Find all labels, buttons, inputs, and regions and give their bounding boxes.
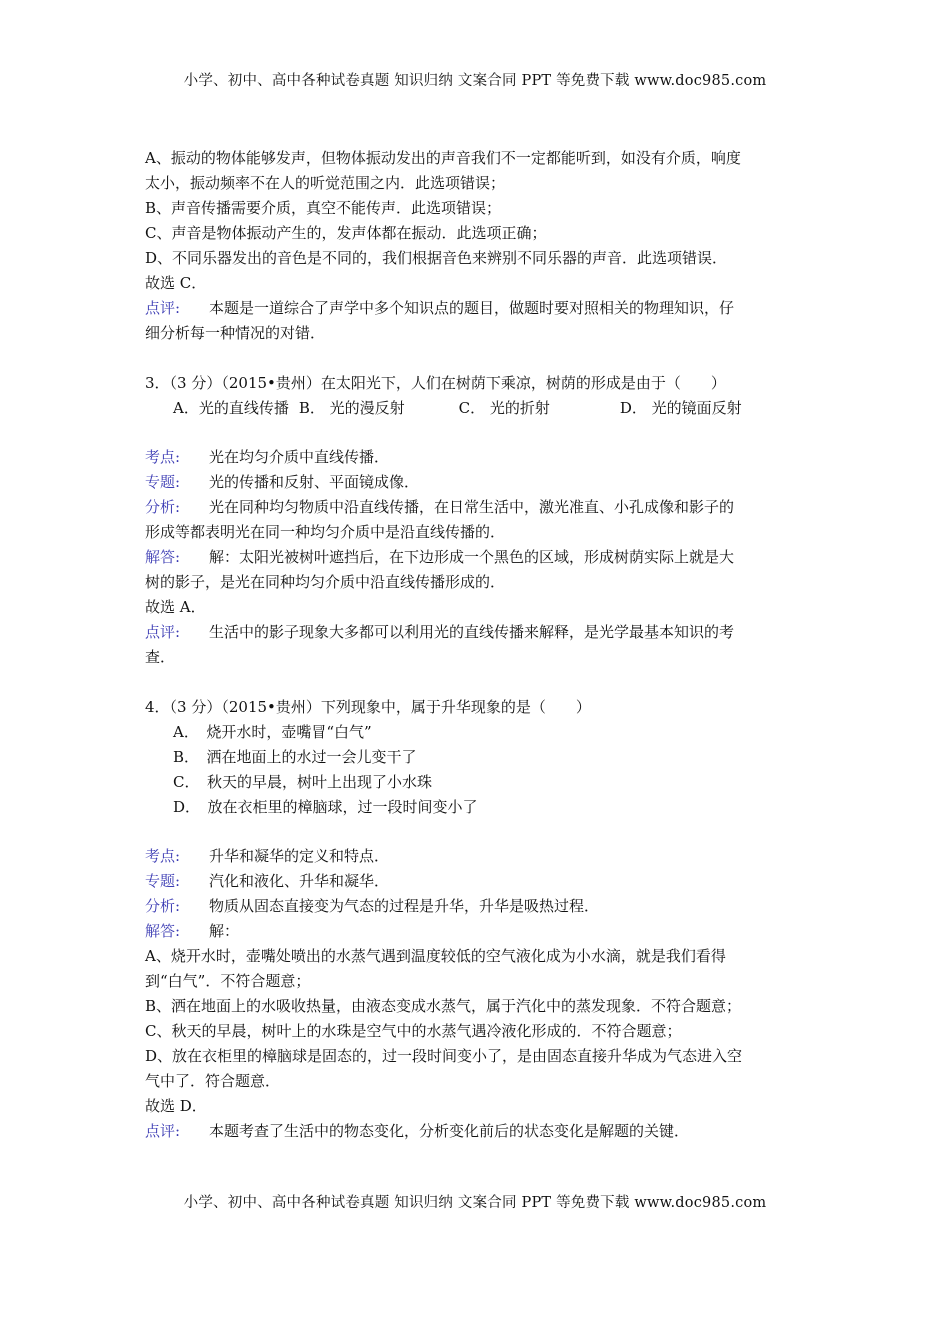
q4-kaodian: 考点: 升华和凝华的定义和特点．: [145, 844, 810, 869]
q4-option-a: A． 烧开水时，壶嘴冒“白气”: [173, 722, 372, 741]
comment-label: 点评:: [145, 1122, 181, 1140]
q2-analysis: [145, 146, 810, 346]
q3-options: [145, 396, 810, 421]
zhuanti-label: 专题:: [145, 872, 181, 890]
fenxi-label: 分析:: [145, 498, 181, 516]
q3-fenxi: 分析: 光在同种均匀物质中沿直线传播，在日常生活中，激光准直、小孔成像和影子的: [145, 495, 810, 520]
q3-kaodian: 考点: 光在均匀介质中直线传播．: [145, 445, 810, 470]
q3-stem: 3．（3 分）（2015•贵州）在太阳光下，人们在树荫下乘凉，树荫的形成是由于（ ）: [145, 373, 726, 392]
q2-line: C、声音是物体振动产生的，发声体都在振动．此选项正确；: [145, 224, 547, 242]
q3-option-b: B． 光的漫反射: [298, 398, 405, 417]
question-3: [145, 371, 810, 671]
q3-zhuanti: 专题: 光的传播和反射、平面镜成像．: [145, 470, 810, 495]
q4-stem: 4．（3 分）（2015•贵州）下列现象中，属于升华现象的是（ ）: [145, 697, 591, 716]
q3-jieda-cont: 树的影子，是光在同种均匀介质中沿直线传播形成的．: [145, 573, 506, 591]
q4-dianping: 点评: 本题考查了生活中的物态变化，分析变化前后的状态变化是解题的关键．: [145, 1119, 810, 1144]
q3-dianping-cont: 查．: [145, 648, 176, 666]
question-4: [145, 695, 810, 1145]
q4-line: A、烧开水时，壶嘴处喷出的水蒸气遇到温度较低的空气液化成为小水滴，就是我们看得: [145, 947, 726, 965]
q2-line: 太小，振动频率不在人的听觉范围之内．此选项错误；: [145, 174, 506, 192]
page-header: 小学、初中、高中各种试卷真题 知识归纳 文案合同 PPT 等免费下载 www.doc985.com: [183, 73, 767, 89]
jieda-label: 解答:: [145, 548, 181, 566]
q4-line: 气中了．符合题意．: [145, 1072, 281, 1090]
q3-fenxi-cont: 形成等都表明光在同一种均匀介质中是沿直线传播的．: [145, 523, 506, 541]
q4-line: 到“白气”．不符合题意；: [145, 972, 311, 990]
q3-option-a: A．光的直线传播: [173, 398, 289, 417]
q4-line: D、放在衣柜里的樟脑球是固态的，过一段时间变小了，是由固态直接升华成为气态进入空: [145, 1047, 743, 1065]
fenxi-label: 分析:: [145, 897, 181, 915]
q4-line: B、洒在地面上的水吸收热量，由液态变成水蒸气，属于汽化中的蒸发现象．不符合题意；: [145, 997, 742, 1015]
q2-line: B、声音传播需要介质，真空不能传声．此选项错误；: [145, 199, 502, 217]
jieda-label: 解答:: [145, 922, 181, 940]
q2-line: D、不同乐器发出的音色是不同的，我们根据音色来辨别不同乐器的声音．此选项错误．: [145, 249, 728, 267]
q2-line: 故选 C．: [145, 274, 207, 292]
q4-line: 故选 D．: [145, 1097, 207, 1115]
q4-line: C、秋天的早晨，树叶上的水珠是空气中的水蒸气遇冷液化形成的．不符合题意；: [145, 1022, 682, 1040]
page-footer: 小学、初中、高中各种试卷真题 知识归纳 文案合同 PPT 等免费下载 www.doc985.com: [183, 1195, 767, 1211]
q3-answer: 故选 A．: [145, 598, 206, 616]
q4-zhuanti: 专题: 汽化和液化、升华和凝华．: [145, 869, 810, 894]
q4-jieda: 解答: 解：: [145, 919, 810, 944]
document-body: [145, 146, 810, 1144]
q4-option-d: D． 放在衣柜里的樟脑球，过一段时间变小了: [173, 797, 478, 816]
q4-option-b: B． 洒在地面上的水过一会儿变干了: [173, 747, 417, 766]
kaodian-label: 考点:: [145, 847, 181, 865]
q3-option-c: C． 光的折射: [458, 398, 550, 417]
q2-line: A、振动的物体能够发声，但物体振动发出的声音我们不一定都能听到，如没有介质，响度: [145, 149, 741, 167]
q3-option-d: D． 光的镜面反射: [619, 398, 742, 417]
q3-jieda: 解答: 解：太阳光被树叶遮挡后，在下边形成一个黑色的区域，形成树荫实际上就是大: [145, 545, 810, 570]
q2-comment: 点评: 本题是一道综合了声学中多个知识点的题目，做题时要对照相关的物理知识，仔: [145, 296, 810, 321]
q2-comment-cont: 细分析每一种情况的对错．: [145, 324, 326, 342]
q4-fenxi: 分析: 物质从固态直接变为气态的过程是升华，升华是吸热过程．: [145, 894, 810, 919]
comment-label: 点评:: [145, 623, 181, 641]
q4-option-c: C． 秋天的早晨，树叶上出现了小水珠: [173, 772, 432, 791]
kaodian-label: 考点:: [145, 448, 181, 466]
zhuanti-label: 专题:: [145, 473, 181, 491]
comment-label: 点评:: [145, 299, 181, 317]
q3-dianping: 点评: 生活中的影子现象大多都可以利用光的直线传播来解释，是光学最基本知识的考: [145, 620, 810, 645]
